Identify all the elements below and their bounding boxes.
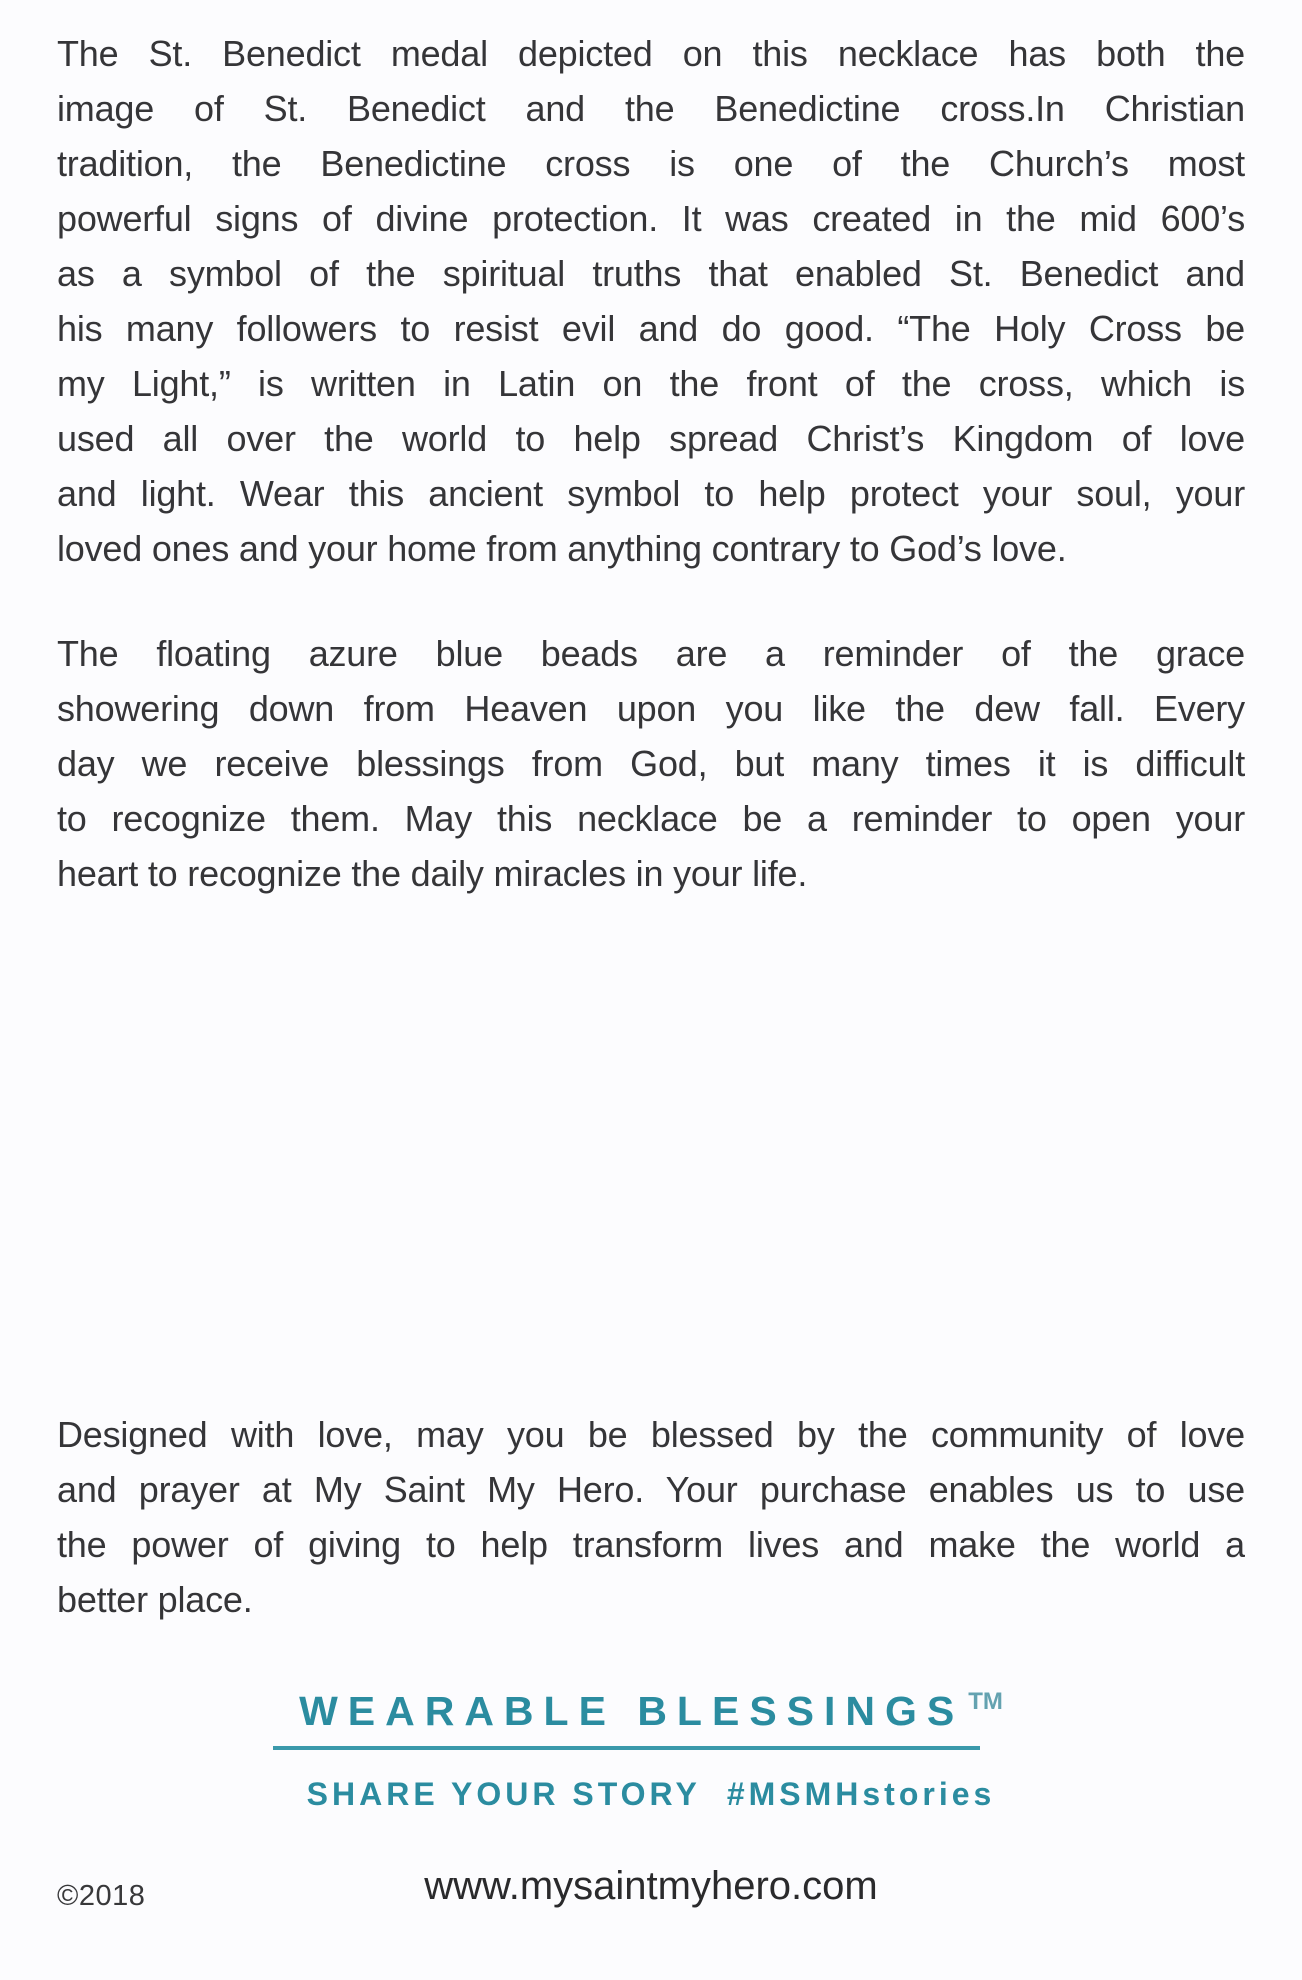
text-line: powerful signs of divine protection. It was created in the mid 600’s bbox=[57, 198, 1245, 239]
st-benedict-paragraph bbox=[57, 26, 1245, 576]
text-line: and prayer at My Saint My Hero. Your purchase enables us to use bbox=[57, 1469, 1245, 1510]
website-url: www.mysaintmyhero.com bbox=[424, 1864, 878, 1908]
azure-beads-paragraph bbox=[57, 626, 1245, 901]
copyright-notice: ©2018 bbox=[57, 1880, 146, 1912]
tagline-hashtag: #MSMHstories bbox=[726, 1776, 996, 1812]
text-line: and light. Wear this ancient symbol to help protect your soul, your bbox=[57, 473, 1245, 514]
brand-tagline bbox=[0, 1772, 1302, 1816]
text-line: showering down from Heaven upon you like the dew fall. Every bbox=[57, 688, 1245, 729]
text-line: tradition, the Benedictine cross is one of the Church’s most bbox=[57, 143, 1245, 184]
text-line: heart to recognize the daily miracles in your life. bbox=[57, 853, 808, 894]
designed-with-love-paragraph bbox=[57, 1407, 1245, 1627]
wearable-blessings-wordmark: WEARABLE BLESSINGS bbox=[299, 1688, 965, 1734]
logo-underline-rule bbox=[273, 1746, 980, 1750]
text-line: day we receive blessings from God, but many times it is difficult bbox=[57, 743, 1245, 784]
tagline-share-your-story: SHARE YOUR STORY bbox=[306, 1776, 701, 1812]
text-line: my Light,” is written in Latin on the front of the cross, which is bbox=[57, 363, 1245, 404]
wearable-blessings-logo bbox=[0, 1688, 1302, 1735]
text-line: as a symbol of the spiritual truths that enabled St. Benedict and bbox=[57, 253, 1245, 294]
trademark-symbol: TM bbox=[968, 1688, 1003, 1715]
text-line: The floating azure blue beads are a reminder of the grace bbox=[57, 633, 1245, 674]
text-line: image of St. Benedict and the Benedictine cross.In Christian bbox=[57, 88, 1245, 129]
text-line: The St. Benedict medal depicted on this necklace has both the bbox=[57, 33, 1245, 74]
text-line: used all over the world to help spread Christ’s Kingdom of love bbox=[57, 418, 1245, 459]
text-line: the power of giving to help transform lives and make the world a bbox=[57, 1524, 1245, 1565]
text-line: better place. bbox=[57, 1579, 253, 1620]
text-line: to recognize them. May this necklace be a reminder to open your bbox=[57, 798, 1245, 839]
text-line: his many followers to resist evil and do good. “The Holy Cross be bbox=[57, 308, 1245, 349]
text-line: loved ones and your home from anything contrary to God’s love. bbox=[57, 528, 1067, 569]
text-line: Designed with love, may you be blessed by the community of love bbox=[57, 1414, 1245, 1455]
